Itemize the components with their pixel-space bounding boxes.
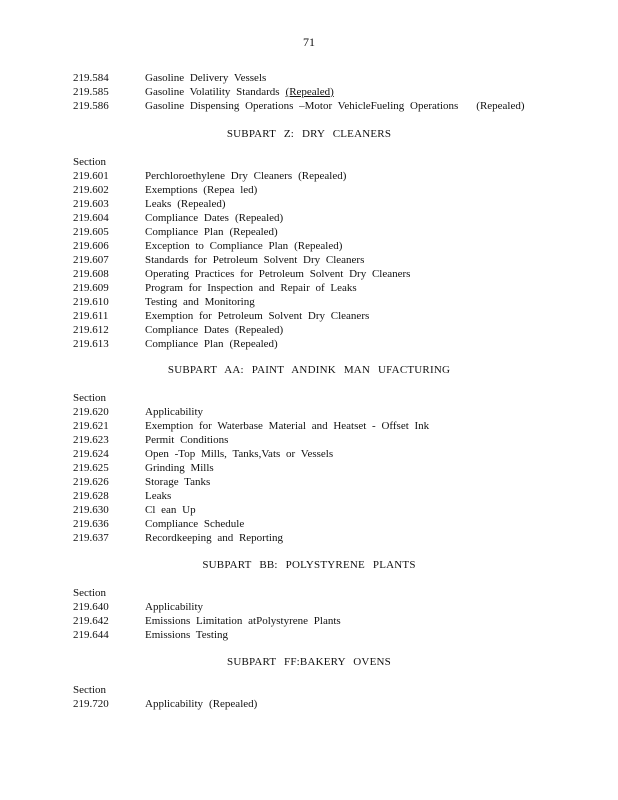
section-title: Compliance Plan — [145, 226, 224, 238]
toc-entry — [73, 600, 209, 614]
repealed-tag: (Repealed) — [234, 324, 284, 336]
section-number: 219.625 — [73, 462, 109, 474]
repealed-tag: (Repealed) — [234, 212, 284, 224]
section-title: Applicability — [145, 601, 204, 613]
toc-entry — [73, 489, 177, 503]
toc-entry — [73, 267, 416, 281]
section-number: 219.601 — [73, 170, 109, 182]
section-number: 219.606 — [73, 240, 109, 252]
repealed-tag: (Repealed) — [209, 698, 258, 710]
subpart-heading: SUBPART FF:BAKERY OVENS — [227, 656, 391, 668]
toc-entry — [73, 323, 283, 337]
section-number: 219.586 — [73, 100, 109, 112]
subpart-heading: SUBPART BB: POLYSTYRENE PLANTS — [202, 559, 416, 571]
section-title: Recordkeeping and Reporting — [145, 532, 283, 544]
repealed-tag: (Repealed) — [294, 240, 343, 252]
subpart-heading: SUBPART Z: DRY CLEANERS — [226, 128, 392, 140]
toc-entry — [73, 281, 363, 295]
repealed-tag: (Repealed) — [476, 100, 525, 112]
section-number: 219.626 — [73, 476, 109, 488]
toc-entry — [73, 628, 234, 642]
section-title: Compliance Dates — [145, 212, 229, 224]
toc-entry — [73, 71, 272, 85]
toc-entry — [73, 211, 283, 225]
toc-entry — [73, 697, 257, 711]
section-title: Cl ean Up — [145, 504, 196, 516]
section-number: 219.604 — [73, 212, 109, 224]
section-title: Exemptions (Repea led) — [145, 184, 258, 196]
toc-entry — [73, 337, 278, 351]
toc-entry — [73, 197, 226, 211]
section-number: 219.621 — [73, 420, 109, 432]
section-title: Testing and Monitoring — [145, 296, 255, 308]
section-title: Operating Practices for Petroleum Solvent Dry Cleaners — [145, 268, 411, 280]
section-title: Gasoline Dispensing Operations –Motor VehicleFueling Operations — [145, 100, 459, 112]
section-title: Exception to Compliance Plan — [145, 240, 289, 252]
toc-entry — [73, 225, 278, 239]
section-title: Emissions Limitation atPolystyrene Plants — [145, 615, 341, 627]
toc-entry — [73, 475, 216, 489]
section-title: Perchloroethylene Dry Cleaners — [145, 170, 293, 182]
repealed-tag: (Repealed) — [229, 226, 278, 238]
toc-entry — [73, 461, 220, 475]
toc-entry — [73, 183, 263, 197]
section-number: 219.584 — [73, 72, 109, 84]
section-number: 219.630 — [73, 504, 109, 516]
section-number: 219.605 — [73, 226, 109, 238]
toc-entry — [73, 433, 234, 447]
repealed-tag: (Repealed) — [285, 86, 334, 98]
toc-entry — [73, 309, 375, 323]
section-title: Gasoline Delivery Vessels — [145, 72, 267, 84]
section-label: Section — [73, 392, 106, 404]
section-number: 219.585 — [73, 86, 109, 98]
section-label: Section — [73, 684, 106, 696]
section-number: 219.628 — [73, 490, 109, 502]
section-label: Section — [73, 156, 106, 168]
section-number: 219.620 — [73, 406, 109, 418]
page-number: 71 — [303, 35, 315, 49]
section-title: Applicability — [145, 698, 204, 710]
section-title: Leaks — [145, 198, 172, 210]
section-title: Grinding Mills — [145, 462, 214, 474]
section-title: Exemption for Petroleum Solvent Dry Cleaners — [145, 310, 370, 322]
repealed-tag: (Repealed) — [298, 170, 347, 182]
section-number: 219.610 — [73, 296, 109, 308]
section-number: 219.608 — [73, 268, 109, 280]
section-number: 219.613 — [73, 338, 109, 350]
toc-entry — [73, 531, 289, 545]
section-title: Compliance Plan — [145, 338, 224, 350]
section-title: Exemption for Waterbase Material and Heatset - Offset Ink — [145, 420, 430, 432]
section-title: Permit Conditions — [145, 434, 229, 446]
repealed-tag: (Repealed) — [177, 198, 226, 210]
toc-entry — [73, 447, 339, 461]
section-title: Compliance Schedule — [145, 518, 245, 530]
section-title: Compliance Dates — [145, 324, 229, 336]
repealed-tag: (Repealed) — [229, 338, 278, 350]
section-title: Storage Tanks — [145, 476, 211, 488]
section-title: Emissions Testing — [145, 629, 229, 641]
toc-entry — [73, 169, 346, 183]
section-number: 219.636 — [73, 518, 109, 530]
section-number: 219.623 — [73, 434, 109, 446]
section-number: 219.611 — [73, 310, 109, 322]
toc-entry — [73, 517, 250, 531]
section-label: Section — [73, 587, 106, 599]
subpart-heading: SUBPART AA: PAINT ANDINK MAN UFACTURING — [167, 364, 451, 376]
toc-entry — [73, 99, 525, 113]
section-number: 219.602 — [73, 184, 109, 196]
toc-entry — [73, 614, 347, 628]
section-number: 219.720 — [73, 698, 109, 710]
toc-entry — [73, 85, 334, 99]
section-number: 219.642 — [73, 615, 109, 627]
toc-entry — [73, 405, 209, 419]
section-number: 219.644 — [73, 629, 109, 641]
section-number: 219.609 — [73, 282, 109, 294]
section-title: Leaks — [145, 490, 172, 502]
toc-entry — [73, 239, 342, 253]
section-number: 219.637 — [73, 532, 109, 544]
toc-entry — [73, 253, 370, 267]
toc-entry — [73, 419, 435, 433]
section-number: 219.640 — [73, 601, 109, 613]
section-number: 219.612 — [73, 324, 109, 336]
section-title: Applicability — [145, 406, 204, 418]
section-title: Program for Inspection and Repair of Leaks — [145, 282, 357, 294]
section-number: 219.624 — [73, 448, 109, 460]
section-number: 219.607 — [73, 254, 109, 266]
section-title: Open -Top Mills, Tanks,Vats or Vessels — [145, 448, 334, 460]
section-number: 219.603 — [73, 198, 109, 210]
section-title: Gasoline Volatility Standards — [145, 86, 280, 98]
toc-entry — [73, 503, 202, 517]
toc-entry — [73, 295, 261, 309]
section-title: Standards for Petroleum Solvent Dry Cleaners — [145, 254, 365, 266]
